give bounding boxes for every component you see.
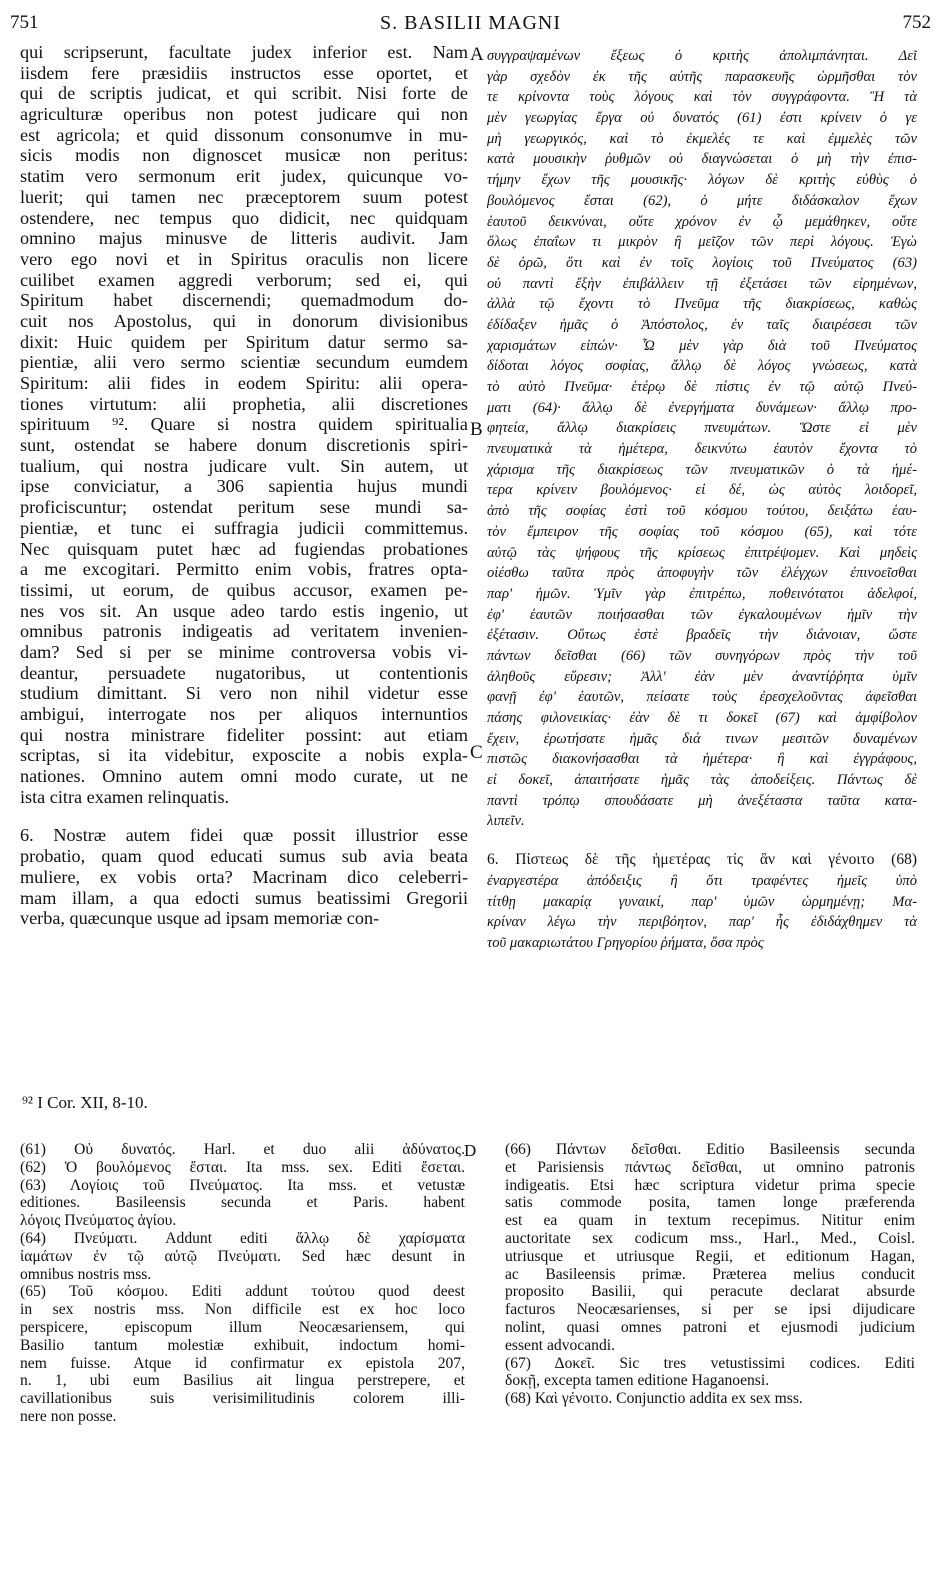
- paragraph-gap: [487, 832, 917, 850]
- footnote-line: omnibus nostris mss.: [20, 1265, 152, 1283]
- footnote-line: indigeatis. Etsi hæc scriptura videtur prima specie: [505, 1176, 915, 1194]
- footnote-line: in sex nostris mss. Non difficile est ex hoc loco: [20, 1301, 465, 1319]
- footnote-line: (66) Πάντων δεῖσθαι. Editio Basileensis secunda: [505, 1141, 915, 1158]
- greek-text-line: τὸ αὐτὸ Πνεῦμα· ἑτέρῳ δὲ πίστις ἐν τῷ αὐτῷ Πνεύ-: [487, 379, 917, 395]
- greek-text-line: οἰέσθω ταῦτα πρὸς ἀποφυγὴν τῶν ἐλέγχων ἐπινοεῖσθαι: [487, 565, 917, 582]
- greek-text-line: ἑαυτοῦ δεικνύναι, οὔτε χρόνον ἐν ᾧ μεμάθηκεν, οὔτε: [487, 213, 917, 230]
- greek-text-line: πάσης φιλονεικίας· ἐὰν δὲ τι δοκεῖ (67) καὶ ἀμφίβολον: [487, 710, 917, 726]
- latin-text-line: verba, quæcunque usque ad ipsam memoriæ con-: [20, 908, 380, 929]
- footnote-line: λόγοις Πνεύματος ἁγίου.: [20, 1212, 177, 1230]
- greek-text-line: τίτθῃ μακαρίᾳ γυναικί, παρ' ὑμῶν ὡρμημένῃ; Μα-: [487, 893, 917, 910]
- latin-text-line: omnibus patronis indigeatis ad veritatem invenien-: [20, 621, 468, 642]
- footnote-line: auctoritate sex codicum mss., Harl., Med., Coisl.: [505, 1229, 915, 1247]
- greek-text-line: πάντων δεῖσθαι (66) τῶν συνηγόρων πρὸς τὴν τοῦ: [487, 647, 917, 664]
- latin-text-line: iisdem fere præsidiis instructos esse oportet, et: [20, 62, 468, 83]
- greek-text-line: τήμην ἔχων τῆς μουσικῆς· λόγων δὲ κριτὴς εὐθὺς ὁ: [487, 172, 917, 189]
- greek-text-line: ἔχειν, ἐρωτήσατε ἡμᾶς διά τινων μεσιτῶν δυναμένων: [487, 730, 917, 747]
- footnote-line: utriusque et utriusque Regii, et editionum Hagan,: [505, 1247, 915, 1265]
- greek-text-line: ἐξέτασιν. Οὕτως ἐστὲ βραδεῖς τὴν διάνοιαν, ὥστε: [487, 627, 917, 644]
- footnote-line: nere non posse.: [20, 1407, 117, 1425]
- footnote-line: et Parisiensis πάντως δεῖσθαι, ut omnino patronis: [505, 1158, 915, 1176]
- latin-text-line: dam? Sed si per se minime controversa vobis vi-: [20, 641, 468, 662]
- footnote-line: (65) Τοῦ κόσμου. Editi addunt τούτου quod deest: [20, 1283, 465, 1301]
- latin-text-line: scriptas, si ita videbitur, exposcite a nobis expla-: [20, 745, 468, 766]
- latin-text-line: muliere, ex vobis orta? Macrinam dico celeberri-: [20, 866, 468, 887]
- greek-text-line: εἰ δοκεῖ, ἀπαιτήσατε ἡμᾶς τὰς ἀποδείξεις. Πάντως δὲ: [487, 772, 917, 789]
- margin-letter-d: D: [464, 1141, 477, 1160]
- latin-text-line: Nec quisquam putet hæc ad fugiendas probationes: [20, 538, 468, 559]
- latin-text-line: pientiæ, et tunc ei suffragia judicii committemus.: [20, 517, 468, 538]
- footnote-line: satis commode posita, tamen longe præferenda: [505, 1194, 915, 1212]
- greek-text-line: γὰρ σχεδὸν ἐκ τῆς αὐτῆς παρασκευῆς ὡρμῆσθαι τὸν: [487, 68, 917, 85]
- greek-text-line: κατὰ μουσικὴν ῥυθμῶν οὐ διαγνώσεται ὁ μὴ τὴν ἐπισ-: [487, 151, 917, 168]
- latin-text-line: luerit; qui tamen nec præceptorem suum potest: [20, 186, 468, 207]
- latin-text-line: 6. Nostræ autem fidei quæ possit illustrior esse: [20, 825, 468, 846]
- greek-text-line: βουλόμενος ἔσται (62), ὁ μήτε διδάσκαλον ἔχων: [487, 192, 917, 209]
- latin-text-line: sicis modis non dignoscet musicæ non peritus:: [20, 145, 468, 166]
- latin-text-line: ista citra examen relinquatis.: [20, 786, 230, 807]
- greek-text-line: χαρισμάτων εἰπών· Ὧ μὲν γὰρ διὰ τοῦ Πνεύματος: [487, 337, 917, 354]
- greek-text-line: αὐτῷ τὰς ψήφους τῆς κρίσεως ἐπιτρέψομεν. Καὶ μηδεὶς: [487, 544, 917, 561]
- greek-text-line: ἐδίδαξεν ἡμᾶς ὁ Ἀπόστολος, ἐν ταῖς διαιρέσεσι τῶν: [487, 316, 917, 333]
- latin-text-line: dixit: Huic quidem per Spiritum datur sermo sa-: [20, 331, 468, 352]
- footnote-line: (63) Λογίοις τοῦ Πνεύματος. Ita mss. et vetustæ: [20, 1176, 465, 1194]
- greek-text-line: λιπεῖν.: [487, 813, 525, 830]
- greek-text-line: ἐναργεστέρα ἀπόδειξις ἢ ὅτι τραφέντες ἡμεῖς ὑπὸ: [487, 872, 917, 889]
- footnote-line: Basilio tantum molestiæ exhibuit, indoctum homi-: [20, 1336, 465, 1354]
- scripture-reference: ⁹² I Cor. XII, 8-10.: [22, 1093, 148, 1112]
- footnote-line: ac Basileensis primæ. Præterea melius conducit: [505, 1265, 915, 1283]
- latin-text-line: a me excogitari. Permitto enim vobis, fratres opta-: [20, 559, 468, 580]
- paragraph-gap: [20, 807, 468, 825]
- latin-text-line: tualium, qui nostra judicare vult. Sin autem, ut: [20, 455, 468, 476]
- greek-text-line: μὴ γεωργικός, καὶ τὸ ἐκμελές τε καὶ ἐμμελὲς τῶν: [487, 130, 917, 147]
- latin-text-line: sunt, ostendat se habere donum discretionis spiri-: [20, 435, 468, 456]
- footnote-line: perspicere, episcopum illum Neocæsariensem, qui: [20, 1318, 465, 1336]
- greek-text-line: ὅλως ἐπαΐων τι μικρὸν ἢ μεῖζον τῶν περὶ λόγους. Ἐγὼ: [487, 234, 917, 251]
- page-number-right: 752: [902, 12, 931, 33]
- footnote-line: est ea quam in textum recepimus. Nititur enim: [505, 1212, 915, 1230]
- greek-text-line: πιστῶς διακονήσασθαι τὰ ἡμέτερα· ἢ καὶ ἐγγράφους,: [487, 751, 917, 768]
- latin-text-line: qui de scriptis judicat, et qui scribit. Nisi forte de: [20, 83, 468, 104]
- greek-text-line: τερα κρίνειν βουλόμενος· εἰ δέ, ὡς αὐτὸς λοιδορεῖ,: [487, 482, 917, 499]
- footnote-line: editiones. Basileensis secunda et Paris. habent: [20, 1194, 465, 1212]
- greek-text-line: μὲν γεωργίας ἔργα οὐ δυνατός (61) ἐστι κρίνειν ὁ γε: [487, 110, 917, 127]
- latin-text-line: agriculturæ operibus non potest judicare qui non: [20, 104, 468, 125]
- footnote-line: essent advocandi.: [505, 1336, 615, 1354]
- greek-text-line: ἐφ' ἑαυτῶν ποιήσασθαι τῶν ἐγκαλουμένων ἡμῖν τὴν: [487, 606, 917, 623]
- footnote-line: nolint, quasi omnes patroni et ejusmodi judicium: [505, 1318, 915, 1336]
- latin-text-line: est agricola; et quid dissonum consonumve in mu-: [20, 124, 468, 145]
- footnote-line: (64) Πνεύματι. Addunt editi ἄλλῳ δὲ χαρίσματα: [20, 1229, 465, 1247]
- page-number-left: 751: [10, 12, 39, 33]
- footnotes-right: [505, 1141, 915, 1408]
- footnote-line: (61) Οὐ δυνατός. Harl. et duo alii ἀδύνατος.: [20, 1141, 465, 1158]
- latin-text-line: tiones virtutum: alii prophetia, alii discretiones: [20, 393, 468, 414]
- footnote-line: (68) Καὶ γένοιτο. Conjunctio addita ex sex mss.: [505, 1390, 803, 1408]
- greek-text-line: κρίναν λέγω τὴν περιβόητον, παρ' ἧς ἐδιδάχθημεν τὰ: [487, 914, 917, 931]
- latin-text-line: probatio, quam quod educati sumus sub avia beata: [20, 846, 468, 867]
- greek-text-line: συγγραψαμένων ἔξεως ὁ κριτὴς ἀπολιμπάνηται. Δεῖ: [487, 48, 917, 64]
- footnote-line: (62) Ὁ βουλόμενος ἔσται. Ita mss. sex. Editi ἔσεται.: [20, 1158, 465, 1176]
- latin-text-line: cuit nos Apostolus, qui in donorum divisionibus: [20, 310, 468, 331]
- latin-text-line: cuilibet examen aggredi verborum; sed ei, qui: [20, 269, 468, 290]
- greek-text-line: δίδοται λόγος σοφίας, ἄλλῳ δὲ λόγος γνώσεως, κατὰ: [487, 358, 917, 375]
- greek-text-line: τὸν ἔμπειρον τῆς σοφίας τοῦ κόσμου (65), καὶ τότε: [487, 523, 917, 540]
- latin-text-line: statim vero sermonum erit judex, quicunque vo-: [20, 166, 468, 187]
- latin-text-line: qui nostra ministrare fideliter possint: aut etiam: [20, 724, 468, 745]
- latin-text-line: tissimi, ut eorum, de quibus accusor, examen pe-: [20, 579, 468, 600]
- greek-text-line: φητεία, ἄλλῳ διακρίσεις πνευμάτων. Ὥστε εἰ μὲν: [487, 420, 917, 437]
- latin-text-line: Spiritum habet discernendi; quemadmodum do-: [20, 290, 468, 311]
- latin-text-line: nationes. Omnino autem omni modo curate, ut ne: [20, 766, 468, 787]
- margin-letter-b: B: [470, 419, 483, 440]
- latin-text-line: spirituum ⁹². Quare si nostra quidem spiritualia: [20, 414, 468, 435]
- latin-text-line: proficiscuntur; ostendat peritum sese mundi sa-: [20, 497, 468, 518]
- latin-text-line: omnino majus minusve de litteris audivit. Jam: [20, 228, 468, 249]
- greek-text-line: παρ' ἡμῶν. Ὑμῖν γὰρ ἐπιτρέπω, ποθεινότατοι ἀδελφοί,: [487, 585, 917, 602]
- greek-text-line: ἀληθοῦς εὕρεσιν; Ἀλλ' ἐὰν μὲν ἀναντίῤῥητα ὑμῖν: [487, 668, 917, 685]
- margin-letter-c: C: [470, 742, 483, 763]
- latin-column: [20, 42, 468, 929]
- page-header: [10, 12, 931, 42]
- greek-text-line: ἀπὸ τῆς σοφίας ἐστὶ τοῦ κόσμου τούτου, δειξάτω ἑαυ-: [487, 503, 917, 520]
- footnote-line: δοκῇ, excepta tamen editione Haganoensi.: [505, 1372, 770, 1390]
- footnotes-left: [20, 1141, 465, 1426]
- footnote-line: cavillationibus suis verisimilitudinis colorem illi-: [20, 1390, 465, 1408]
- greek-text-line: 6. Πίστεως δὲ τῆς ἡμετέρας τίς ἂν καὶ γένοιτο (68): [487, 851, 917, 869]
- latin-text-line: qui scripserunt, facultate judex inferior est. Nam: [20, 42, 468, 62]
- latin-text-line: pientiæ, alii vero sermo scientiæ secundum eumdem: [20, 352, 468, 373]
- footnote-line: facturos Neocæsarienses, si per se ipsi dijudicare: [505, 1301, 915, 1319]
- greek-text-line: ματι (64)· ἄλλῳ δὲ ἐνεργήματα δυνάμεων· ἄλλῳ προ-: [487, 399, 917, 416]
- running-title: S. BASILII MAGNI: [380, 12, 561, 34]
- greek-text-line: πνευματικὰ τὰ ἡμέτερα, δεικνύτω ἑαυτὸν ἔχοντα τὸ: [487, 441, 917, 458]
- footnote-line: ἰαμάτων ἐν τῷ αὐτῷ Πνεύματι. Sed hæc desunt in: [20, 1247, 465, 1265]
- footnote-line: nem fuisse. Atque id confirmatur ex epistola 207,: [20, 1354, 465, 1372]
- greek-text-line: ἀλλὰ τῷ ἔχοντι τὸ Πνεῦμα τῆς διακρίσεως, καθὼς: [487, 296, 917, 313]
- latin-text-line: ostendere, nec tempus quo didicit, nec quidquam: [20, 207, 468, 228]
- latin-text-line: nes vos sit. An usque adeo tardo estis ingenio, ut: [20, 600, 468, 621]
- latin-text-line: mam illam, a qua edocti sumus beatissimi Gregorii: [20, 887, 468, 908]
- latin-text-line: vero ego novi et in Spiritus oraculis non licere: [20, 248, 468, 269]
- greek-column: [487, 46, 917, 954]
- greek-text-line: παντὶ τρόπῳ σπουδάσατε μὴ ἀνεξέταστα ταῦτα κατα-: [487, 792, 917, 809]
- latin-text-line: deantur, persuadete nugatoribus, ut contentionis: [20, 662, 468, 683]
- greek-text-line: τε κρίνοντα τοὺς λόγους καὶ τὸν συγγράφοντα. Ἢ τὰ: [487, 89, 917, 106]
- greek-text-line: οὐ παντὶ ἔξὴν ἐπιβάλλειν τῇ ἐξετάσει τῶν εἰρημένων,: [487, 275, 917, 292]
- greek-text-line: φανῇ ἐφ' ἑαυτῶν, πείσατε τοὺς ἐρεσχελοῦντας ἀφεῖσθαι: [487, 689, 917, 706]
- footnote-line: (67) Δοκεῖ. Sic tres vetustissimi codices. Editi: [505, 1354, 915, 1372]
- greek-text-line: χάρισμα τῆς διακρίσεως τῶν πνευματικῶν ὁ τὰ ἡμέ-: [487, 461, 917, 478]
- margin-letter-a: A: [470, 44, 484, 65]
- latin-text-line: ipse conviciatur, a 306 sapientia hujus mundi: [20, 476, 468, 497]
- footnote-line: n. 1, ubi eum Basilius ait lingua perstrepere, et: [20, 1372, 465, 1390]
- latin-text-line: Spiritum: alii fides in eodem Spiritu: alii opera-: [20, 373, 468, 393]
- latin-text-line: ambigui, interrogate nos per aliquos internuntios: [20, 704, 468, 724]
- greek-text-line: τοῦ μακαριωτάτου Γρηγορίου ῥήματα, ὅσα πρὸς: [487, 934, 764, 951]
- latin-text-line: studium dimittant. Si vero non nihil videtur esse: [20, 683, 468, 704]
- footnote-line: proposito Basilii, qui peracute declarat absurde: [505, 1283, 915, 1301]
- greek-text-line: δὲ ὁρῶ, ὅτι καὶ ἐν τοῖς λογίοις τοῦ Πνεύματος (63): [487, 254, 917, 271]
